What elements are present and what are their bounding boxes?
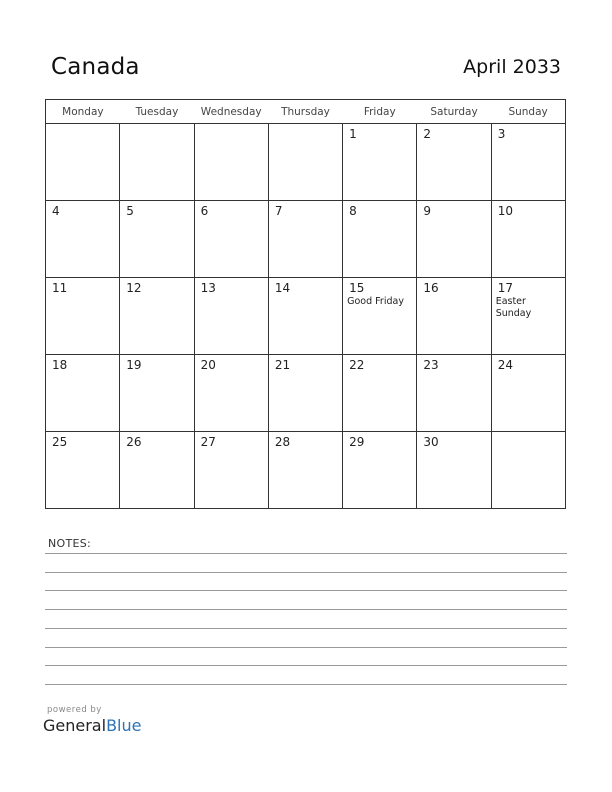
brand-logo xyxy=(43,716,141,735)
day-cell xyxy=(417,278,491,355)
day-number: 12 xyxy=(126,281,142,295)
day-cell xyxy=(417,432,491,509)
day-cell xyxy=(46,124,120,201)
country-title: Canada xyxy=(51,54,140,80)
day-number: 29 xyxy=(349,435,365,449)
day-number: 17 xyxy=(497,281,513,295)
day-cell xyxy=(491,355,565,432)
day-number: 9 xyxy=(423,204,432,218)
day-number: 25 xyxy=(52,435,68,449)
day-number: 6 xyxy=(200,204,209,218)
notes-line xyxy=(45,647,567,648)
day-cell xyxy=(46,432,120,509)
day-number: 24 xyxy=(497,358,513,372)
week-row xyxy=(46,124,566,201)
weekday-header: Monday xyxy=(46,100,120,124)
day-number: 20 xyxy=(200,358,216,372)
day-number: 11 xyxy=(52,281,68,295)
weekday-header: Wednesday xyxy=(194,100,268,124)
notes-line xyxy=(45,609,567,610)
day-cell xyxy=(417,124,491,201)
day-cell xyxy=(194,432,268,509)
day-cell xyxy=(343,355,417,432)
day-number: 14 xyxy=(274,281,291,295)
notes-line xyxy=(45,590,567,591)
day-number: 7 xyxy=(274,204,283,218)
day-cell xyxy=(120,278,194,355)
day-cell xyxy=(268,278,342,355)
day-cell xyxy=(194,355,268,432)
notes-line xyxy=(45,665,567,666)
day-number: 10 xyxy=(497,204,513,218)
notes-label: NOTES: xyxy=(48,537,92,550)
day-number: 5 xyxy=(126,204,134,218)
day-number: 28 xyxy=(274,435,291,449)
day-number: 15 xyxy=(349,281,365,295)
day-cell xyxy=(417,355,491,432)
day-number: 4 xyxy=(52,204,60,218)
day-cell xyxy=(46,278,120,355)
day-number: 19 xyxy=(126,358,142,372)
notes-line xyxy=(45,628,567,629)
day-cell xyxy=(120,432,194,509)
day-cell xyxy=(343,278,417,355)
weekday-header: Thursday xyxy=(268,100,342,124)
powered-by-text: powered by xyxy=(47,705,102,715)
day-cell xyxy=(194,278,268,355)
notes-line xyxy=(45,684,567,685)
week-row xyxy=(46,201,566,278)
day-number: 2 xyxy=(423,127,432,141)
weekday-header: Saturday xyxy=(417,100,491,124)
day-cell xyxy=(491,201,565,278)
day-number: 26 xyxy=(126,435,142,449)
brand-logo-blue: Blue xyxy=(106,716,142,735)
week-row xyxy=(46,432,566,509)
day-number: 30 xyxy=(423,435,439,449)
weekday-header: Friday xyxy=(343,100,417,124)
day-number: 21 xyxy=(274,358,291,372)
day-number: 22 xyxy=(349,358,365,372)
day-number: 1 xyxy=(349,127,357,141)
day-cell xyxy=(343,201,417,278)
day-cell xyxy=(46,355,120,432)
holiday-label: Easter Sunday xyxy=(495,296,532,319)
day-cell xyxy=(268,355,342,432)
day-cell xyxy=(417,201,491,278)
day-cell xyxy=(491,124,565,201)
day-cell xyxy=(491,278,565,355)
weekday-header: Sunday xyxy=(491,100,565,124)
day-number: 16 xyxy=(423,281,439,295)
day-cell xyxy=(343,124,417,201)
day-cell xyxy=(491,432,565,509)
calendar-grid xyxy=(45,99,566,509)
day-number: 3 xyxy=(497,127,506,141)
day-number: 13 xyxy=(200,281,216,295)
day-cell xyxy=(343,432,417,509)
day-number: 23 xyxy=(423,358,439,372)
weekday-header-row xyxy=(46,100,566,124)
day-cell xyxy=(46,201,120,278)
day-cell xyxy=(268,432,342,509)
day-cell xyxy=(194,201,268,278)
week-row xyxy=(46,355,566,432)
weekday-header: Tuesday xyxy=(120,100,194,124)
day-cell xyxy=(120,201,194,278)
day-cell xyxy=(120,124,194,201)
day-number: 8 xyxy=(349,204,357,218)
day-cell xyxy=(120,355,194,432)
day-cell xyxy=(194,124,268,201)
day-number: 27 xyxy=(200,435,216,449)
week-row xyxy=(46,278,566,355)
day-cell xyxy=(268,124,342,201)
notes-line xyxy=(45,572,567,573)
holiday-label: Good Friday xyxy=(347,296,404,307)
day-number: 18 xyxy=(52,358,68,372)
brand-logo-general: General xyxy=(43,716,107,735)
month-title: April 2033 xyxy=(463,56,561,78)
notes-line xyxy=(45,553,567,554)
day-cell xyxy=(268,201,342,278)
